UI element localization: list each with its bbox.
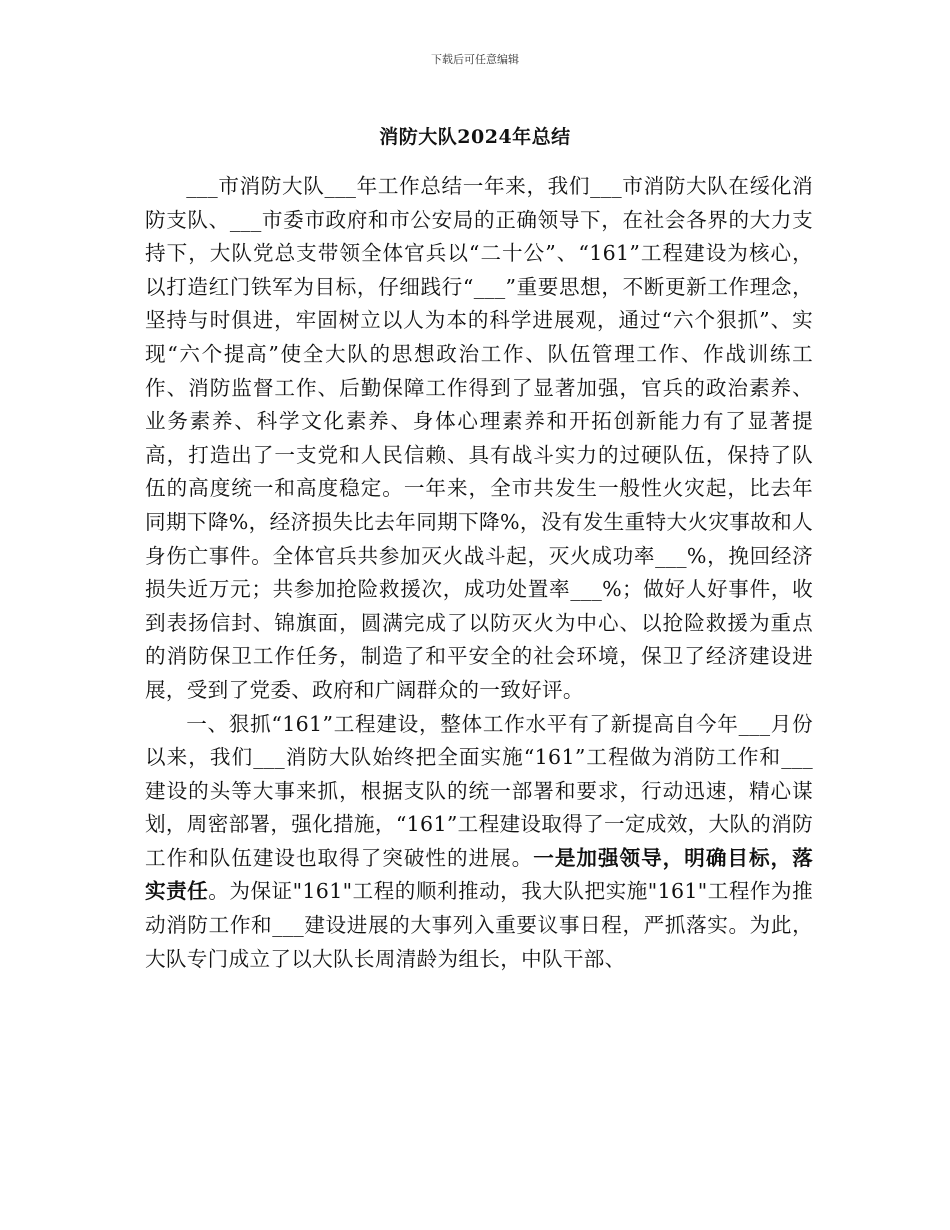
document-title: 消防大队2024年总结 [379,126,571,148]
paragraph-1: ___市消防大队___年工作总结一年来，我们___市消防大队在绥化消防支队、___市委市政府和市公安局的正确领导下，在社会各界的大力支持下，大队党总支带领全体官兵以“二十公”、“161”工程建设为核心，以打造红门铁军为目标，仔细践行“___”重要思想，不断更新工作理念，坚持与时俱进，牢固树立以人为本的科学进展观，通过“六个狠抓”、实现“六个提高”使全大队的思想政治工作、队伍管理工作、作战训练工作、消防监督工作、后勤保障工作得到了显著加强，官兵的政治素养、业务素养、科学文化素养、身体心理素养和开拓创新能力有了显著提高，打造出了一支党和人民信赖、具有战斗实力的过硬队伍，保持了队伍的高度统一和高度稳定。一年来，全市共发生一般性火灾起，比去年同期下降%，经济损失比去年同期下降%，没有发生重特大火灾事故和人身伤亡事件。全体官兵共参加灭火战斗起，灭火成功率___%，挽回经济损失近万元；共参加抢险救援次，成功处置率___%；做好人好事件，收到表扬信封、锦旗面，圆满完成了以防灭火为中心、以抢险救援为重点的消防保卫工作任务，制造了和平安全的社会环境，保卫了经济建设进展，受到了党委、政府和广阔群众的一致好评。 [145,174,813,702]
paragraph-2-end: 。为保证"161"工程的顺利推动，我大队把实施"161"工程作为推动消防工作和___建设进展的大事列入重要议事日程，严抓落实。为此，大队专门成立了以大队长周清龄为组长，中队干部、 [145,879,813,971]
document-body [145,170,813,976]
paragraph-2 [145,708,813,977]
paragraph-2-bold-heading: 一是加强领导，明确目标，落实责任 [145,845,813,904]
header-note: 下载后可任意编辑 [431,53,519,66]
paragraph-2-start: 一、狠抓“161”工程建设，整体工作水平有了新提高自今年___月份以来，我们___消防大队始终把全面实施“161”工程做为消防工作和___建设的头等大事来抓，根据支队的统一部署和要求，行动迅速，精心谋划，周密部署，强化措施，“161”工程建设取得了一定成效，大队的消防工作和队伍建设也取得了突破性的进展。 [145,711,813,870]
